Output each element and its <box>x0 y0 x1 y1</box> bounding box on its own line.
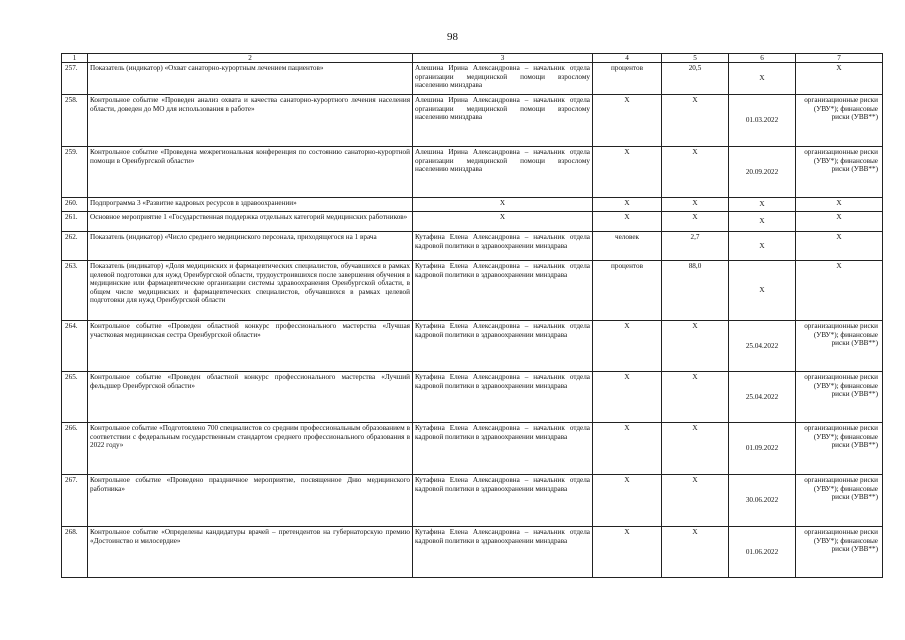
unit-cell: X <box>593 321 662 372</box>
table-body <box>62 63 883 578</box>
unit-cell: X <box>593 372 662 423</box>
value-cell: X <box>662 95 729 147</box>
event-description: Подпрограмма 3 «Развитие кадровых ресурсов в здравоохранении» <box>88 198 413 212</box>
program-events-table <box>61 53 883 578</box>
deadline-cell: 25.04.2022 <box>729 321 796 372</box>
deadline-cell: 01.03.2022 <box>729 95 796 147</box>
responsible-person: X <box>413 198 593 212</box>
responsible-person: Алешина Ирина Александровна – начальник отдела организации медицинской помощи взрослому населению минздрава <box>413 147 593 198</box>
table-row <box>62 372 883 423</box>
value-cell: X <box>662 372 729 423</box>
column-number-header: 4 <box>593 54 662 63</box>
row-number: 265. <box>62 372 88 423</box>
unit-cell: X <box>593 423 662 475</box>
value-cell: X <box>662 198 729 212</box>
column-number-header: 6 <box>729 54 796 63</box>
table-row <box>62 63 883 95</box>
unit-cell: X <box>593 527 662 578</box>
unit-cell: человек <box>593 232 662 261</box>
column-number-header: 1 <box>62 54 88 63</box>
column-number-header: 2 <box>88 54 413 63</box>
event-description: Контрольное событие «Подготовлено 700 специалистов со средним профессиональным образованием в соответствии с федеральным государственным стандартом среднего профессионального образования в 2022 году» <box>88 423 413 475</box>
deadline-cell: X <box>729 232 796 261</box>
row-number: 257. <box>62 63 88 95</box>
responsible-person: Кутафина Елена Александровна – начальник отдела кадровой политики в здравоохранении минздрава <box>413 261 593 321</box>
page-number: 98 <box>447 31 458 43</box>
row-number: 268. <box>62 527 88 578</box>
row-number: 263. <box>62 261 88 321</box>
risks-cell: организационные риски (УВУ*); финансовые риски (УВВ**) <box>796 527 883 578</box>
table-row <box>62 423 883 475</box>
deadline-cell: X <box>729 63 796 95</box>
risks-cell: организационные риски (УВУ*); финансовые риски (УВВ**) <box>796 321 883 372</box>
value-cell: X <box>662 527 729 578</box>
deadline-cell: 30.06.2022 <box>729 475 796 527</box>
column-number-row <box>62 54 883 63</box>
deadline-cell: X <box>729 212 796 232</box>
responsible-person: Кутафина Елена Александровна – начальник отдела кадровой политики в здравоохранении минздрава <box>413 423 593 475</box>
table-row <box>62 147 883 198</box>
table-row <box>62 261 883 321</box>
table-row <box>62 321 883 372</box>
row-number: 266. <box>62 423 88 475</box>
row-number: 259. <box>62 147 88 198</box>
deadline-cell: 20.09.2022 <box>729 147 796 198</box>
deadline-cell: 01.09.2022 <box>729 423 796 475</box>
value-cell: X <box>662 321 729 372</box>
event-description: Контрольное событие «Проведена межрегиональная конференция по состоянию санаторно-курортной помощи в Оренбургской области» <box>88 147 413 198</box>
value-cell: X <box>662 423 729 475</box>
value-cell: X <box>662 475 729 527</box>
responsible-person: Кутафина Елена Александровна – начальник отдела кадровой политики в здравоохранении минздрава <box>413 372 593 423</box>
event-description: Контрольное событие «Проведен областной конкурс профессионального мастерства «Лучшая участковая медицинская сестра Оренбургской области» <box>88 321 413 372</box>
column-number-header: 3 <box>413 54 593 63</box>
row-number: 260. <box>62 198 88 212</box>
table-row <box>62 527 883 578</box>
responsible-person: Алешина Ирина Александровна – начальник отдела организации медицинской помощи взрослому населению минздрава <box>413 63 593 95</box>
responsible-person: Кутафина Елена Александровна – начальник отдела кадровой политики в здравоохранении минздрава <box>413 321 593 372</box>
risks-cell: X <box>796 232 883 261</box>
risks-cell: X <box>796 198 883 212</box>
responsible-person: Кутафина Елена Александровна – начальник отдела кадровой политики в здравоохранении минздрава <box>413 527 593 578</box>
risks-cell: организационные риски (УВУ*); финансовые риски (УВВ**) <box>796 475 883 527</box>
unit-cell: X <box>593 147 662 198</box>
row-number: 258. <box>62 95 88 147</box>
risks-cell: организационные риски (УВУ*); финансовые риски (УВВ**) <box>796 95 883 147</box>
unit-cell: процентов <box>593 261 662 321</box>
event-description: Показатель (индикатор) «Число среднего медицинского персонала, приходящегося на 1 врача <box>88 232 413 261</box>
responsible-person: Алешина Ирина Александровна – начальник отдела организации медицинской помощи взрослому населению минздрава <box>413 95 593 147</box>
row-number: 261. <box>62 212 88 232</box>
column-number-header: 5 <box>662 54 729 63</box>
value-cell: 88,0 <box>662 261 729 321</box>
deadline-cell: X <box>729 261 796 321</box>
deadline-cell: X <box>729 198 796 212</box>
unit-cell: X <box>593 95 662 147</box>
responsible-person: Кутафина Елена Александровна – начальник отдела кадровой политики в здравоохранении минздрава <box>413 232 593 261</box>
value-cell: 20,5 <box>662 63 729 95</box>
row-number: 267. <box>62 475 88 527</box>
responsible-person: Кутафина Елена Александровна – начальник отдела кадровой политики в здравоохранении минздрава <box>413 475 593 527</box>
event-description: Основное мероприятие 1 «Государственная поддержка отдельных категорий медицинских работников» <box>88 212 413 232</box>
risks-cell: организационные риски (УВУ*); финансовые риски (УВВ**) <box>796 372 883 423</box>
event-description: Контрольное событие «Проведено праздничное мероприятие, посвященное Дню медицинского работника» <box>88 475 413 527</box>
risks-cell: организационные риски (УВУ*); финансовые риски (УВВ**) <box>796 423 883 475</box>
event-description: Контрольное событие «Определены кандидатуры врачей – претендентов на губернаторскую премию «Достоинство и милосердие» <box>88 527 413 578</box>
risks-cell: X <box>796 212 883 232</box>
event-description: Показатель (индикатор) «Охват санаторно-курортным лечением пациентов» <box>88 63 413 95</box>
unit-cell: процентов <box>593 63 662 95</box>
table-row <box>62 198 883 212</box>
value-cell: X <box>662 212 729 232</box>
risks-cell: организационные риски (УВУ*); финансовые риски (УВВ**) <box>796 147 883 198</box>
unit-cell: X <box>593 198 662 212</box>
event-description: Контрольное событие «Проведен областной конкурс профессионального мастерства «Лучший фельдшер Оренбургской области» <box>88 372 413 423</box>
event-description: Показатель (индикатор) «Доля медицинских и фармацевтических специалистов, обучавшихся в рамках целевой подготовки для нужд Оренбургской области, трудоустроившихся после завершения обучения в медицинские или фармацевтические организации системы здравоохранения Оренбургской области, в общем числе медицинских и фармацевтических специалистов, обучавшихся в рамках целевой подготовки для нужд Оренбургской области <box>88 261 413 321</box>
column-number-header: 7 <box>796 54 883 63</box>
deadline-cell: 25.04.2022 <box>729 372 796 423</box>
risks-cell: X <box>796 63 883 95</box>
table-row <box>62 475 883 527</box>
event-description: Контрольное событие «Проведен анализ охвата и качества санаторно-курортного лечения населения области, доведен до МО для использования в работе» <box>88 95 413 147</box>
row-number: 262. <box>62 232 88 261</box>
responsible-person: X <box>413 212 593 232</box>
table-row <box>62 212 883 232</box>
unit-cell: X <box>593 475 662 527</box>
value-cell: X <box>662 147 729 198</box>
row-number: 264. <box>62 321 88 372</box>
table-row <box>62 95 883 147</box>
deadline-cell: 01.06.2022 <box>729 527 796 578</box>
table-row <box>62 232 883 261</box>
risks-cell: X <box>796 261 883 321</box>
unit-cell: X <box>593 212 662 232</box>
value-cell: 2,7 <box>662 232 729 261</box>
